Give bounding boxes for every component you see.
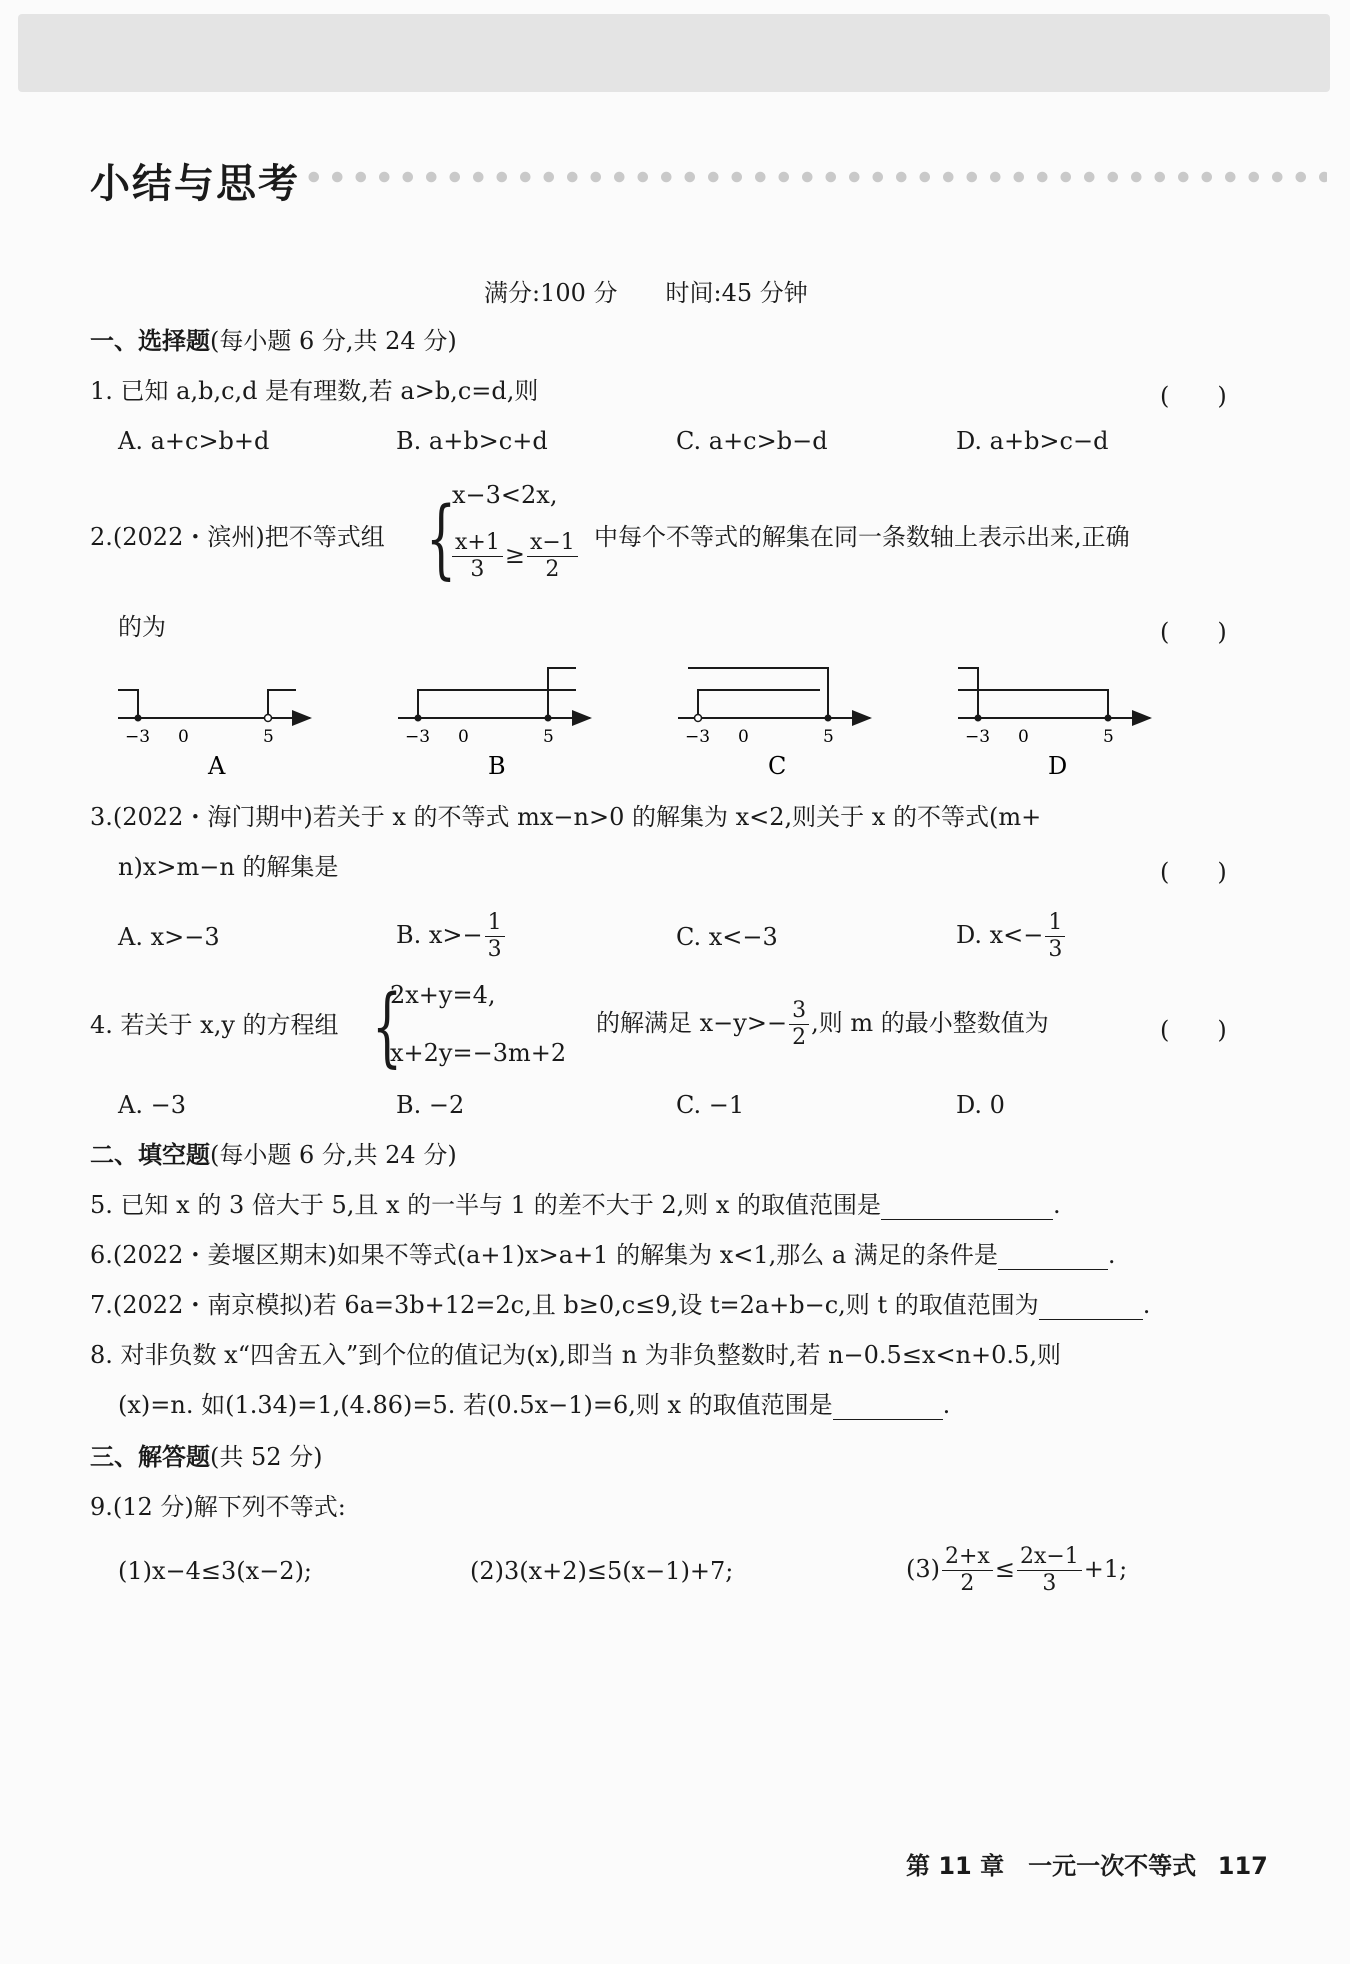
q3-option-b-frac: $\frac{1}{3}$ bbox=[485, 910, 505, 963]
q2-frac-left: $\frac{x+1}{3}$ bbox=[452, 530, 503, 583]
q3-option-c: C. x<−3 bbox=[676, 923, 778, 951]
figure-label-c: C bbox=[768, 752, 787, 780]
q6-answer-blank[interactable] bbox=[998, 1243, 1108, 1270]
section-fill-title: 二、填空题 bbox=[90, 1141, 210, 1169]
page-title: 小结与思考 bbox=[90, 161, 300, 207]
q9-part-1: (1)x−4≤3(x−2); bbox=[118, 1557, 313, 1585]
q4-frac: $\frac{3}{2}$ bbox=[789, 998, 809, 1051]
q2-suffix: 中每个不等式的解集在同一条数轴上表示出来,正确 bbox=[594, 523, 1130, 551]
figure-label-d: D bbox=[1048, 752, 1068, 780]
q4-condition: 的解满足 x−y>− $\frac{3}{2}$ ,则 m 的最小整数值为 bbox=[596, 998, 1049, 1050]
q8-answer-blank[interactable] bbox=[833, 1393, 943, 1420]
figure-label-b: B bbox=[488, 752, 506, 780]
q9-part-2: (2)3(x+2)≤5(x−1)+7; bbox=[470, 1557, 734, 1585]
q9-part-3-frac-right: $\frac{2x-1}{3}$ bbox=[1017, 1544, 1082, 1597]
title-dot-rule bbox=[302, 170, 1327, 184]
q1-option-d: D. a+b>c−d bbox=[956, 427, 1109, 455]
tick-neg3-d: −3 bbox=[965, 727, 991, 747]
q4-equation-1: 2x+y=4, bbox=[390, 981, 496, 1009]
q4-prefix: 4. 若关于 x,y 的方程组 bbox=[90, 1011, 339, 1039]
section-fill-heading bbox=[90, 1140, 457, 1170]
exam-meta: 满分:100 分 时间:45 分钟 bbox=[484, 279, 808, 307]
q4-option-a: A. −3 bbox=[118, 1091, 186, 1119]
q2-number-line-figures bbox=[110, 660, 1170, 790]
q9-part-3: (3) $\frac{2+x}{2}$ ≤ $\frac{2x-1}{3}$ +1; bbox=[906, 1544, 1128, 1596]
tick-0-a: 0 bbox=[178, 727, 189, 747]
section-solve-heading bbox=[90, 1442, 323, 1472]
tick-0-c: 0 bbox=[738, 727, 749, 747]
section-solve-note: (共 52 分) bbox=[210, 1443, 323, 1471]
tick-5-c: 5 bbox=[823, 727, 834, 747]
q5-line: 5. 已知 x 的 3 倍大于 5,且 x 的一半与 1 的差不大于 2,则 x 的取值范围是 . bbox=[90, 1191, 1061, 1219]
q3-option-a: A. x>−3 bbox=[118, 923, 220, 951]
section-choice-heading bbox=[90, 326, 457, 356]
q2-inequality-1: x−3<2x, bbox=[452, 481, 558, 509]
q3-line1: 3.(2022・海门期中)若关于 x 的不等式 mx−n>0 的解集为 x<2,则关于 x 的不等式(m+ bbox=[90, 803, 1042, 831]
tick-neg3-c: −3 bbox=[685, 727, 711, 747]
q5-answer-blank[interactable] bbox=[881, 1193, 1053, 1220]
section-choice-title: 一、选择题 bbox=[90, 327, 210, 355]
tick-5-b: 5 bbox=[543, 727, 554, 747]
number-line-d bbox=[958, 668, 1150, 780]
q2-line2: 的为 bbox=[118, 613, 166, 641]
q3-option-d: D. x<− $\frac{1}{3}$ bbox=[956, 904, 1067, 966]
q1-option-a: A. a+c>b+d bbox=[118, 427, 270, 455]
tick-0-b: 0 bbox=[458, 727, 469, 747]
figure-label-a: A bbox=[208, 752, 226, 780]
q6-line: 6.(2022・姜堰区期末)如果不等式(a+1)x>a+1 的解集为 x<1,那么 a 满足的条件是 . bbox=[90, 1241, 1116, 1269]
q4-option-c: C. −1 bbox=[676, 1091, 745, 1119]
q3-option-d-frac: $\frac{1}{3}$ bbox=[1045, 910, 1065, 963]
q1-option-b: B. a+b>c+d bbox=[396, 427, 548, 455]
q4-answer-paren: ( ) bbox=[1160, 1016, 1227, 1044]
q1-stem: 1. 已知 a,b,c,d 是有理数,若 a>b,c=d,则 bbox=[90, 377, 539, 405]
q9-part-3-frac-left: $\frac{2+x}{2}$ bbox=[942, 1544, 993, 1597]
q4-equation-2: x+2y=−3m+2 bbox=[390, 1039, 567, 1067]
page-number: 117 bbox=[1217, 1852, 1268, 1880]
q7-line: 7.(2022・南京模拟)若 6a=3b+12=2c,且 b≥0,c≤9,设 t=2a+b−c,则 t 的取值范围为 . bbox=[90, 1291, 1151, 1319]
q3-answer-paren: ( ) bbox=[1160, 858, 1227, 886]
q4-left-brace: { bbox=[372, 977, 403, 1077]
number-line-c bbox=[678, 668, 870, 780]
section-solve-title: 三、解答题 bbox=[90, 1443, 210, 1471]
section-fill-note: (每小题 6 分,共 24 分) bbox=[210, 1141, 457, 1169]
page-footer bbox=[906, 1846, 1268, 1881]
q2-left-brace: { bbox=[426, 489, 457, 589]
number-line-b bbox=[398, 668, 590, 780]
q8-line1: 8. 对非负数 x“四舍五入”到个位的值记为(x),即当 n 为非负整数时,若 n−0.5≤x<n+0.5,则 bbox=[90, 1341, 1061, 1369]
section-choice-note: (每小题 6 分,共 24 分) bbox=[210, 327, 457, 355]
footer-chapter: 第 11 章 一元一次不等式 bbox=[906, 1852, 1197, 1880]
tick-neg3-a: −3 bbox=[125, 727, 151, 747]
q2-prefix: 2.(2022・滨州)把不等式组 bbox=[90, 523, 385, 551]
q1-answer-paren: ( ) bbox=[1160, 382, 1227, 410]
q2-frac-right: $\frac{x-1}{2}$ bbox=[527, 530, 578, 583]
tick-0-d: 0 bbox=[1018, 727, 1029, 747]
number-line-a bbox=[118, 690, 310, 780]
q7-answer-blank[interactable] bbox=[1039, 1293, 1143, 1320]
tick-5-a: 5 bbox=[263, 727, 274, 747]
q3-option-b: B. x>− $\frac{1}{3}$ bbox=[396, 904, 507, 966]
q9-stem: 9.(12 分)解下列不等式: bbox=[90, 1493, 346, 1521]
q2-inequality-2: $\frac{x+1}{3}$ ≥ $\frac{x-1}{2}$ bbox=[450, 530, 580, 583]
q4-option-b: B. −2 bbox=[396, 1091, 465, 1119]
tick-5-d: 5 bbox=[1103, 727, 1114, 747]
q4-option-d: D. 0 bbox=[956, 1091, 1005, 1119]
tick-neg3-b: −3 bbox=[405, 727, 431, 747]
q3-line2: n)x>m−n 的解集是 bbox=[118, 853, 339, 881]
q2-answer-paren: ( ) bbox=[1160, 618, 1227, 646]
q1-option-c: C. a+c>b−d bbox=[676, 427, 828, 455]
q8-line2: (x)=n. 如(1.34)=1,(4.86)=5. 若(0.5x−1)=6,则 x 的取值范围是 . bbox=[118, 1391, 951, 1419]
